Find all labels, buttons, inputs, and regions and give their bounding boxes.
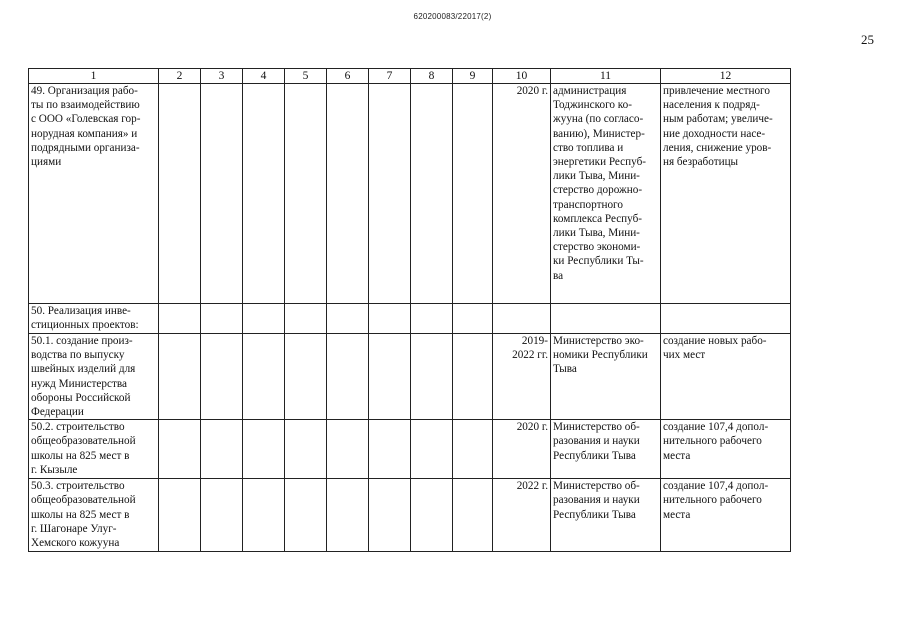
deadline-cell (493, 304, 551, 334)
empty-cell (327, 84, 369, 304)
responsible-cell: Министерство эко- номики Республики Тыва (551, 334, 661, 420)
result-cell: привлечение местного населения к подряд- ным работам; увеличе- ние доходности насе- ления, снижение уров- ня безработицы (661, 84, 791, 304)
empty-cell (411, 304, 453, 334)
table-row (29, 84, 791, 304)
empty-cell (453, 84, 493, 304)
empty-cell (453, 334, 493, 420)
activity-cell: 49. Организация рабо- ты по взаимодействию с ООО «Голевская гор- норудная компания» и подрядными организа- циями (29, 84, 159, 304)
column-header: 9 (453, 69, 493, 84)
column-header: 10 (493, 69, 551, 84)
table-row (29, 304, 791, 334)
empty-cell (285, 479, 327, 552)
empty-cell (159, 479, 201, 552)
column-header: 11 (551, 69, 661, 84)
empty-cell (243, 84, 285, 304)
empty-cell (411, 334, 453, 420)
empty-cell (159, 304, 201, 334)
empty-cell (327, 334, 369, 420)
table-row (29, 479, 791, 552)
table-row (29, 420, 791, 479)
activity-cell: 50.1. создание произ- водства по выпуску швейных изделий для нужд Министерства обороны Российской Федерации (29, 334, 159, 420)
empty-cell (285, 304, 327, 334)
column-header: 5 (285, 69, 327, 84)
empty-cell (285, 420, 327, 479)
activity-cell: 50.2. строительство общеобразовательной школы на 825 мест в г. Кызыле (29, 420, 159, 479)
plan-table (28, 68, 791, 552)
responsible-cell: Министерство об- разования и науки Республики Тыва (551, 420, 661, 479)
empty-cell (453, 304, 493, 334)
empty-cell (243, 479, 285, 552)
empty-cell (411, 420, 453, 479)
empty-cell (369, 84, 411, 304)
column-header: 3 (201, 69, 243, 84)
empty-cell (369, 334, 411, 420)
column-header: 6 (327, 69, 369, 84)
empty-cell (369, 479, 411, 552)
result-cell (661, 304, 791, 334)
empty-cell (201, 479, 243, 552)
responsible-cell (551, 304, 661, 334)
table-header-row (29, 69, 791, 84)
empty-cell (201, 304, 243, 334)
document-id: 620200083/22017(2) (413, 12, 492, 21)
column-header: 2 (159, 69, 201, 84)
activity-cell: 50.3. строительство общеобразовательной школы на 825 мест в г. Шагонаре Улуг- Хемского кожууна (29, 479, 159, 552)
column-header: 12 (661, 69, 791, 84)
empty-cell (453, 479, 493, 552)
column-header: 4 (243, 69, 285, 84)
deadline-cell: 2022 г. (493, 479, 551, 552)
empty-cell (411, 479, 453, 552)
table-row (29, 334, 791, 420)
column-header: 7 (369, 69, 411, 84)
deadline-cell: 2020 г. (493, 420, 551, 479)
empty-cell (369, 420, 411, 479)
deadline-cell: 2020 г. (493, 84, 551, 304)
result-cell: создание 107,4 допол- нительного рабочего места (661, 420, 791, 479)
empty-cell (369, 304, 411, 334)
empty-cell (159, 334, 201, 420)
empty-cell (159, 420, 201, 479)
empty-cell (327, 304, 369, 334)
empty-cell (327, 420, 369, 479)
result-cell: создание новых рабо- чих мест (661, 334, 791, 420)
empty-cell (411, 84, 453, 304)
empty-cell (453, 420, 493, 479)
page-number: 25 (861, 32, 874, 47)
responsible-cell: администрация Тоджинского ко- жууна (по согласо- ванию), Министер- ство топлива и энергетики Респуб- лики Тыва, Мини- стерство дорожно- транспортного комплекса Респуб- лики Тыва, Мини- стерство экономи- ки Республики Ты- ва (551, 84, 661, 304)
empty-cell (201, 420, 243, 479)
empty-cell (327, 479, 369, 552)
empty-cell (243, 304, 285, 334)
empty-cell (243, 334, 285, 420)
empty-cell (285, 84, 327, 304)
deadline-cell: 2019- 2022 гг. (493, 334, 551, 420)
result-cell: создание 107,4 допол- нительного рабочего места (661, 479, 791, 552)
responsible-cell: Министерство об- разования и науки Республики Тыва (551, 479, 661, 552)
empty-cell (243, 420, 285, 479)
empty-cell (285, 334, 327, 420)
empty-cell (201, 334, 243, 420)
column-header: 1 (29, 69, 159, 84)
empty-cell (159, 84, 201, 304)
column-header: 8 (411, 69, 453, 84)
activity-cell: 50. Реализация инве- стиционных проектов: (29, 304, 159, 334)
empty-cell (201, 84, 243, 304)
